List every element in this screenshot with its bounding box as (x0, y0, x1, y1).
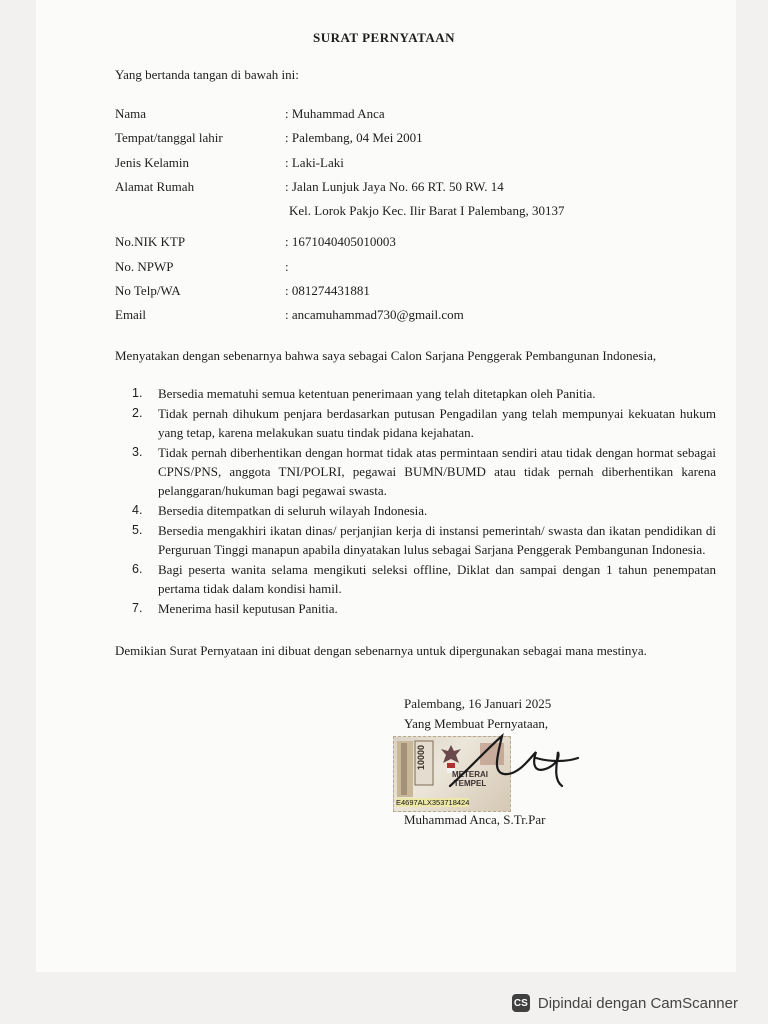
field-value: : (285, 259, 289, 274)
field-row-npwp (115, 259, 289, 275)
list-number: 2. (132, 406, 143, 420)
field-value: : Muhammad Anca (285, 106, 385, 121)
list-number: 6. (132, 562, 143, 576)
maker-label: Yang Membuat Pernyataan, (404, 716, 549, 731)
list-number: 3. (132, 445, 143, 459)
list-number: 1. (132, 386, 143, 400)
field-row-address (115, 179, 504, 195)
list-number: 4. (132, 503, 143, 517)
field-label: Alamat Rumah (115, 179, 195, 194)
list-item (132, 521, 716, 559)
list-text: Bersedia mengakhiri ikatan dinas/ perjanjian kerja di instansi pemerintah/ swasta dan ikatan pendidikan di Perguruan Tinggi manapun apabila dinyatakan lulus sebagai Sarjana Penggerak Pembangunan Indonesia. (158, 523, 716, 557)
field-row-birth (115, 130, 423, 146)
field-label: Jenis Kelamin (115, 155, 190, 170)
statement-paragraph: Menyatakan dengan sebenarnya bahwa saya sebagai Calon Sarjana Penggerak Pembangunan Indonesia, (115, 348, 657, 363)
field-value: : Jalan Lunjuk Jaya No. 66 RT. 50 RW. 14 (285, 179, 504, 194)
field-row-gender (115, 155, 344, 171)
closing-paragraph: Demikian Surat Pernyataan ini dibuat dengan sebenarnya untuk dipergunakan sebagai mana mestinya. (115, 643, 647, 658)
field-label: Nama (115, 106, 147, 121)
field-label: No.NIK KTP (115, 234, 186, 249)
place-date: Palembang, 16 Januari 2025 (404, 696, 552, 711)
list-text: Tidak pernah dihukum penjara berdasarkan putusan Pengadilan yang telah mempunyai kekuatan hukum yang tetap, karena melakukan suatu tindak pidana kejahatan. (158, 406, 716, 440)
document-title: SURAT PERNYATAAN (313, 30, 455, 45)
field-value: : ancamuhammad730@gmail.com (285, 307, 464, 322)
list-item (132, 501, 716, 520)
field-label: No. NPWP (115, 259, 174, 274)
list-item (132, 404, 716, 442)
field-row-name (115, 106, 385, 122)
list-text: Menerima hasil keputusan Panitia. (158, 601, 338, 616)
list-number: 7. (132, 601, 143, 615)
handwritten-signature (440, 728, 580, 798)
field-value: : 081274431881 (285, 283, 370, 298)
list-text: Bagi peserta wanita selama mengikuti seleksi offline, Diklat dan sampai dengan 1 tahun penempatan pertama tidak dalam kondisi hamil. (158, 562, 716, 596)
list-text: Bersedia mematuhi semua ketentuan penerimaan yang telah ditetapkan oleh Panitia. (158, 386, 596, 401)
field-row-phone (115, 283, 370, 299)
field-row-nik (115, 234, 396, 250)
list-item (132, 384, 716, 403)
field-value: : Palembang, 04 Mei 2001 (285, 130, 423, 145)
field-label: Tempat/tanggal lahir (115, 130, 223, 145)
scanner-watermark (512, 994, 738, 1012)
field-row-email (115, 307, 464, 323)
list-item (132, 599, 716, 618)
signer-name: Muhammad Anca, S.Tr.Par (404, 812, 546, 827)
field-label: Email (115, 307, 147, 322)
intro-text: Yang bertanda tangan di bawah ini: (115, 67, 299, 82)
list-item (132, 560, 716, 598)
address-line-2: Kel. Lorok Pakjo Kec. Ilir Barat I Palembang, 30137 (289, 203, 565, 218)
watermark-label: Dipindai dengan CamScanner (537, 994, 738, 1012)
list-text: Tidak pernah diberhentikan dengan hormat tidak atas permintaan sendiri atau tidak dengan hormat sebagai CPNS/PNS, anggota TNI/POLRI, pegawai BUMN/BUMD atau tidak pernah diberhentikan karena pelanggaran/hukuman bagi pegawai swasta. (158, 445, 716, 498)
stamp-value: 10000 (416, 745, 426, 771)
stamp-serial: E4697ALX353718424 (396, 798, 470, 807)
camscanner-icon: CS (512, 994, 530, 1012)
field-value: : Laki-Laki (285, 155, 344, 170)
list-item (132, 443, 716, 500)
field-value: : 1671040405010003 (285, 234, 396, 249)
field-label: No Telp/WA (115, 283, 181, 298)
stamp-label-line-2: TEMPEL (453, 779, 487, 788)
list-text: Bersedia ditempatkan di seluruh wilayah Indonesia. (158, 503, 428, 518)
list-number: 5. (132, 523, 143, 537)
stamp-label-line-1: METERAI (452, 770, 488, 779)
declaration-list (115, 384, 716, 619)
